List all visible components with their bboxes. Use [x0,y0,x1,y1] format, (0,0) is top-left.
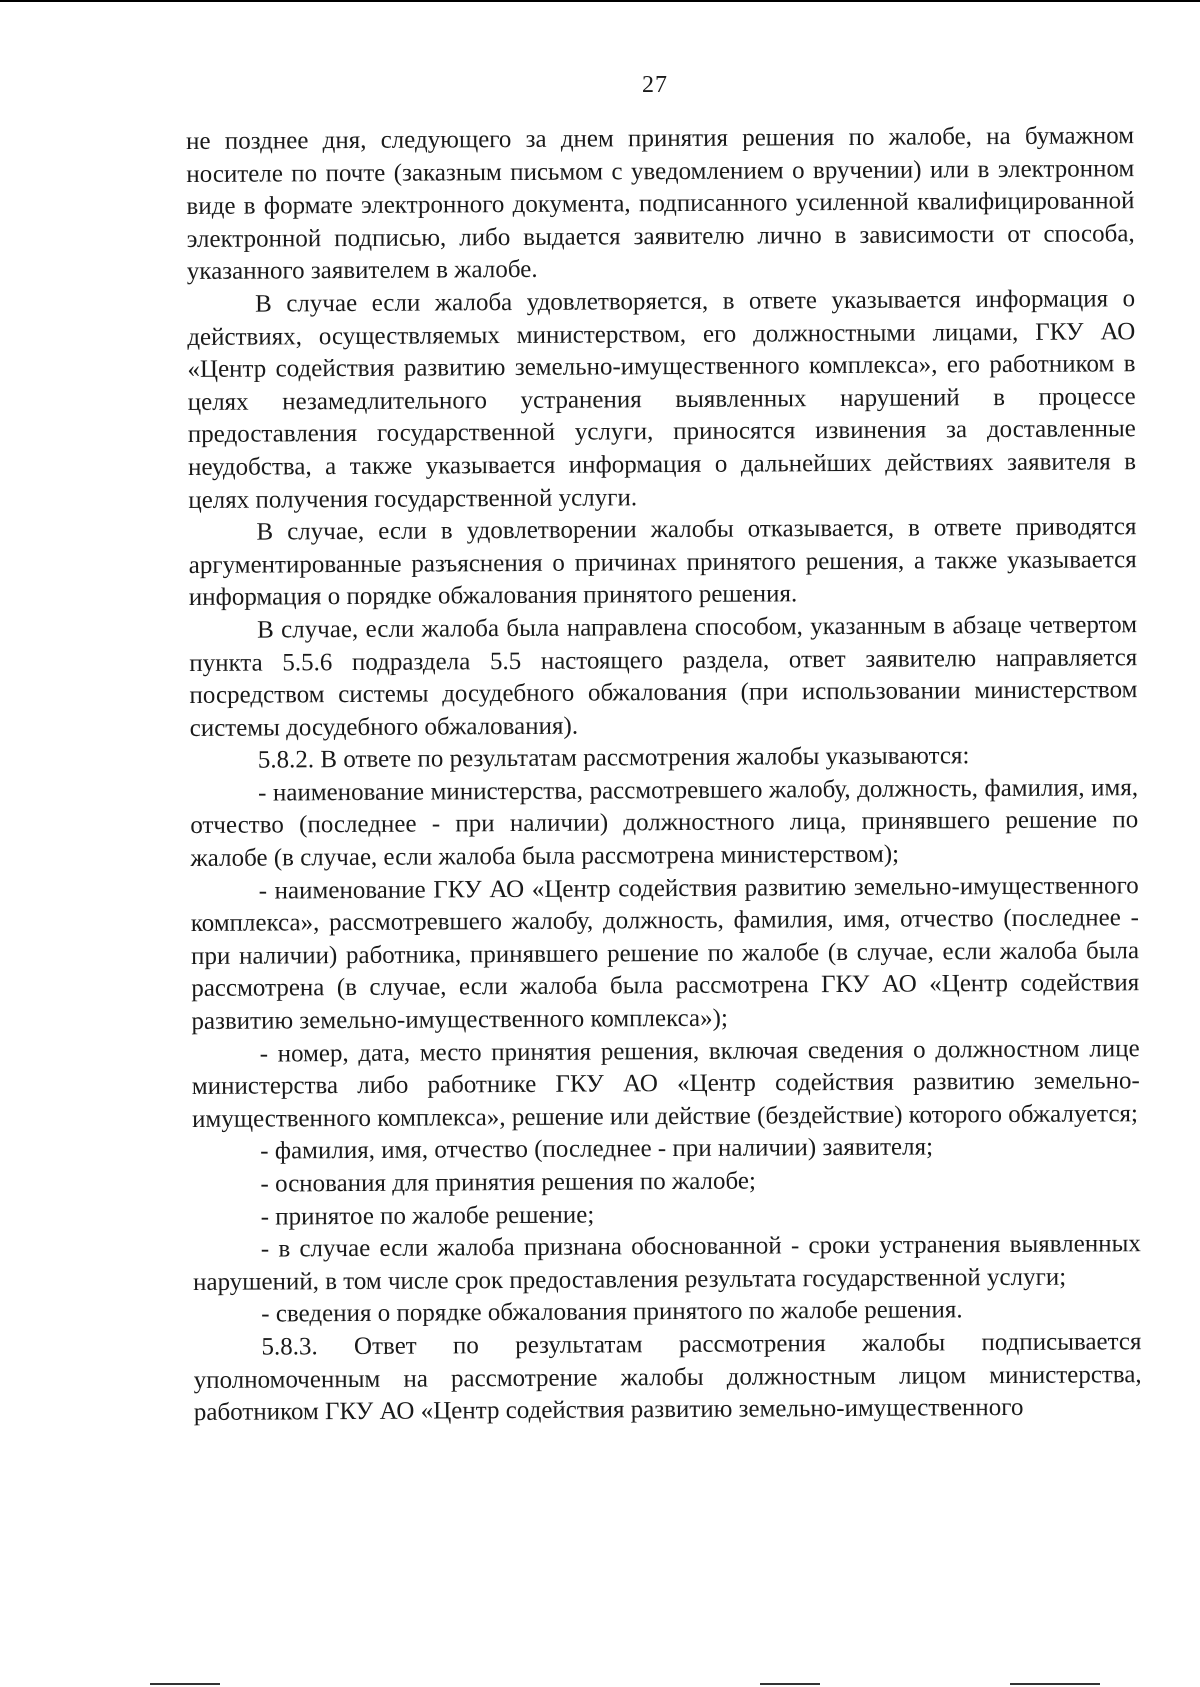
paragraph-continuation: не позднее дня, следующего за днем принятия решения по жалобе, на бумажном носителе по почте (заказным письмом с уведомлением о вручении) или в электронном виде в формате электронного документа, подписанного усиленной квалифицированной электронной подписью, либо выдается заявителю лично в зависимости от способа, указанного заявителем в жалобе. [186,122,1135,286]
list-item: - принятое по жалобе решение; [260,1201,595,1231]
scan-mark [1010,1683,1100,1685]
clause-paragraph: 5.8.3. Ответ по результатам рассмотрения жалобы подписывается уполномоченным на рассмотрение жалобы должностным лицом министерства, работником ГКУ АО «Центр содействия развитию земельно-имущественного [193,1328,1142,1427]
scan-top-edge [0,0,1200,2]
list-item: - в случае если жалоба признана обоснованной - сроки устранения выявленных нарушений, в том числе срок предоставления результата государственной услуги; [192,1230,1141,1296]
paragraph: В случае если жалоба удовлетворяется, в ответе указывается информация о действиях, осуществляемых министерством, его должностными лицами, ГКУ АО «Центр содействия развитию земельно-имущественного комплекса», его работником в целях незамедлительного устранения выявленных нарушений в процессе предоставления государственной услуги, приносятся извинения за доставленные неудобства, а также указывается информация о дальнейших действиях заявителя в целях получения государственной услуги. [187,285,1137,514]
scan-mark [760,1683,820,1685]
list-item: - номер, дата, место принятия решения, включая сведения о должностном лице министерства либо работнике ГКУ АО «Центр содействия развитию земельно-имущественного комплекса», решение или действие (бездействие) которого обжалуется; [191,1034,1140,1133]
paragraph: В случае, если в удовлетворении жалобы отказывается, в ответе приводятся аргументированные разъяснения о причинах принятого решения, а также указывается информация о порядке обжалования принятого решения. [188,513,1137,612]
list-item: - наименование министерства, рассмотревшего жалобу, должность, фамилия, имя, отчество (последнее - при наличии) должностного лица, принявшего решение по жалобе (в случае, если жалоба была рассмотрена министерством); [190,774,1139,873]
scan-bottom-marks [0,1677,1200,1687]
list-item: - сведения о порядке обжалования принятого по жалобе решения. [261,1296,963,1328]
scan-mark [150,1683,220,1685]
list-item: - наименование ГКУ АО «Центр содействия развитию земельно-имущественного комплекса», рассмотревшего жалобу, должность, фамилия, имя, отчество (последнее - при наличии) работника, принявшего решение по жалобе (в случае, если жалоба была рассмотрена (в случае, если жалоба была рассмотрена ГКУ АО «Центр содействия развитию земельно-имущественного комплекса»); [190,871,1140,1036]
page-number: 27 [642,72,668,98]
list-item: - основания для принятия решения по жалобе; [260,1167,757,1198]
paragraph: В случае, если жалоба была направлена способом, указанным в абзаце четвертом пункта 5.5.6 подраздела 5.5 настоящего раздела, ответ заявителю направляется посредством системы досудебного обжалования (при использовании министерством системы досудебного обжалования). [189,611,1138,742]
clause-heading: 5.8.2. В ответе по результатам рассмотрения жалобы указываются: [257,742,970,774]
document-body [186,120,1142,1430]
list-item: - фамилия, имя, отчество (последнее - при наличии) заявителя; [260,1133,934,1165]
